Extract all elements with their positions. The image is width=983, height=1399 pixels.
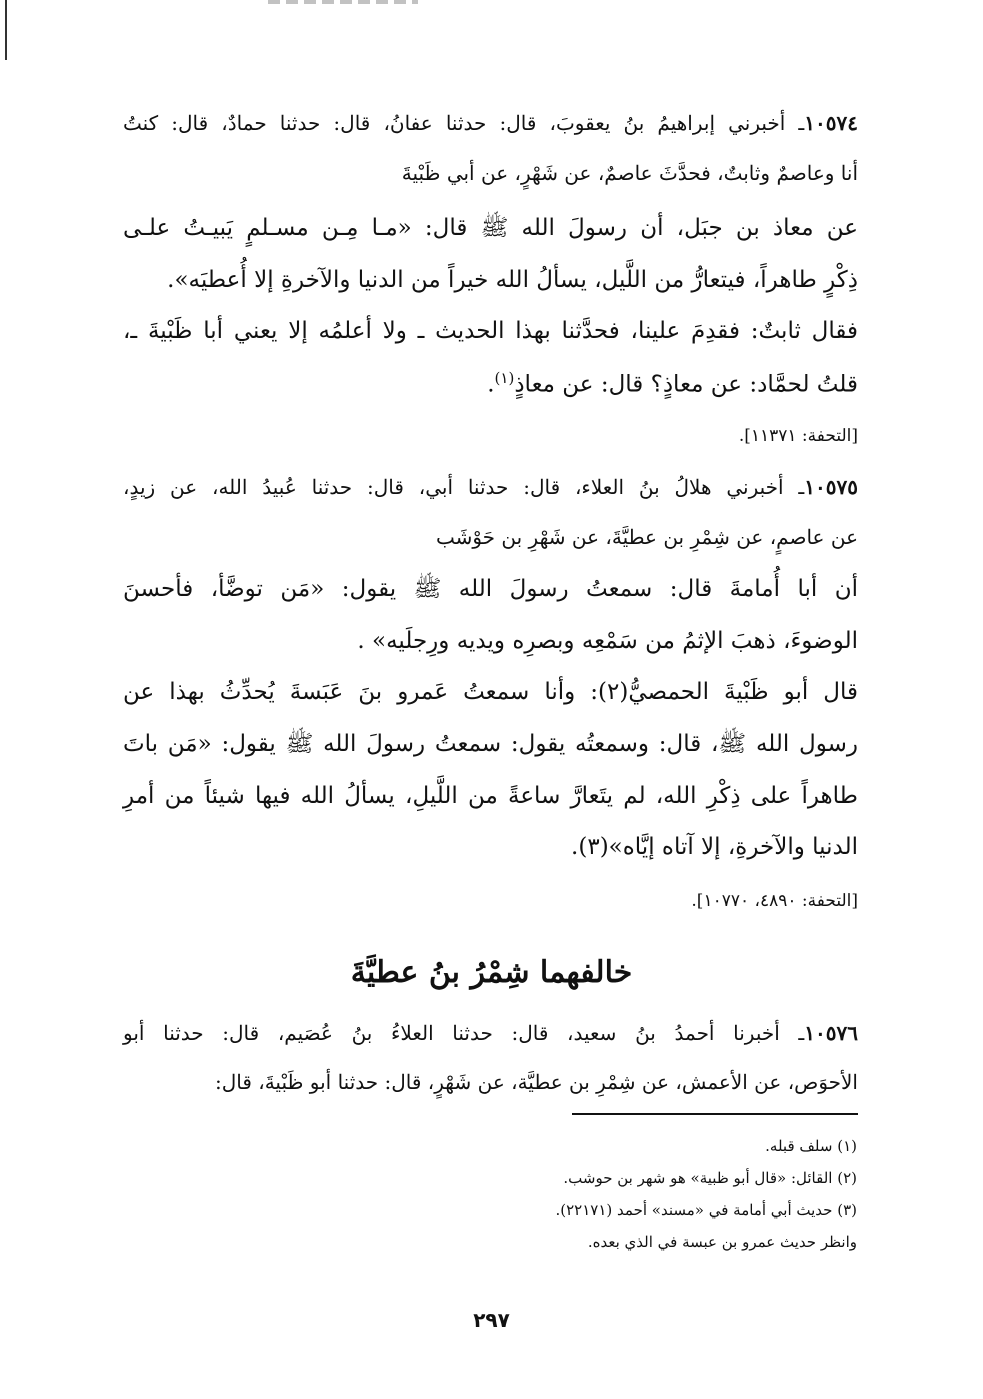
hadith-number: ١٠٥٧٥: [804, 475, 858, 499]
hadith-575-matn-line-4: رسول الله ﷺ، قال: وسمعتُه يقول: سمعتُ رسولَ الله ﷺ يقول: «مَن باتَ: [123, 731, 858, 757]
footnote-3: (٣) حديث أبي أمامة في «مسند» أحمد (٢٢١٧١).: [555, 1201, 857, 1219]
section-heading: خالفهما شِمْرُ بنُ عطيَّةَ: [350, 955, 633, 990]
hadith-575-matn-line-5: طاهراً على ذِكْرِ الله، لم يتَعارَّ ساعةً من اللَّيلِ، يسألُ الله فيها شيئاً من أمرِ: [123, 783, 858, 809]
page-number: ٢٩٧: [473, 1308, 510, 1332]
hadith-574-matn-line-3: فقال ثابتٌ: فقدِمَ علينا، فحدَّثنا بهذا الحديث ـ ولا أعلمُه إلا يعني أبا ظَبْيةَ ـ،: [123, 318, 858, 344]
hadith-575-matn-line-2: الوضوءَ، ذهبَ الإثمُ من سَمْعِه وبصرِه ويديه ورِجلَيه» .: [357, 628, 858, 654]
hadith-576-isnad-line-2: الأحوَص، عن الأعمش، عن شِمْرِ بن عطيَّة، عن شَهْرٍ، قال: حدثنا أبو ظَبْيةَ، قال:: [214, 1070, 858, 1094]
hadith-574-matn-line-2: ذِكْرٍ طاهراً، فيتعارُّ من اللَّيل، يسألُ الله خيراً من الدنيا والآخرةِ إلا أُعطيَه».: [167, 267, 858, 293]
isnad-text: ـ أخبرنا أحمدُ بنُ سعيد، قال: حدثنا العلاءُ بنُ عُصَيم، قال: حدثنا أبو: [123, 1021, 805, 1045]
hadith-575-matn-line-1: أن أبا أُمامةَ قال: سمعتُ رسولَ الله ﷺ يقول: «مَن توضَّأ، فأحسنَ: [123, 576, 858, 602]
matn-text: قلتُ لحمَّاد: عن معاذٍ؟ قال: عن معاذٍ: [514, 371, 858, 398]
tuhfa-reference: [التحفة: ١١٣٧١].: [738, 426, 858, 446]
hadith-574-matn-line-1: عن معاذ بن جبَل، أن رسولَ الله ﷺ قال: «مـا مِـن مسـلمٍ يَبيـتُ علـى: [123, 215, 858, 241]
tuhfa-reference: [التحفة: ٤٨٩٠، ١٠٧٧٠].: [691, 891, 858, 911]
footnote-3-continuation: وانظر حديث عمرو بن عبسة في الذي بعده.: [587, 1233, 857, 1251]
margin-rule: [5, 0, 7, 60]
hadith-575-isnad-line-1: [123, 477, 858, 497]
hadith-574-isnad-line-2: أنا وعاصمٌ وثابتٌ، فحدَّثَ عاصمٌ، عن شَهْرٍ، عن أبي ظَبْيةَ: [401, 161, 858, 185]
hadith-576-isnad-line-1: [123, 1023, 858, 1043]
hadith-574-matn-line-4: [123, 371, 858, 397]
isnad-text: ـ أخبرني هلالُ بنُ العلاء، قال: حدثنا أبي، قال: حدثنا عُبيدُ الله، عن زيدٍ،: [123, 475, 805, 499]
hadith-574-isnad-line-1: [123, 113, 858, 133]
footnote-ref: (١): [494, 369, 515, 387]
hadith-575-matn-line-6: الدنيا والآخرةِ، إلا آتاه إيَّاه»(٣).: [571, 834, 858, 860]
matn-end: .: [487, 371, 495, 398]
footnote-1: (١) سلف قبله.: [765, 1137, 857, 1155]
hadith-number: ١٠٥٧٦: [804, 1021, 858, 1045]
header-mark: [268, 0, 418, 4]
footnote-2: (٢) القائل: «قال أبو ظبية» هو شهر بن حوشب.: [563, 1169, 857, 1187]
hadith-number: ١٠٥٧٤: [804, 111, 858, 135]
hadith-575-isnad-line-2: عن عاصمٍ، عن شِمْرِ بن عطيَّةَ، عن شَهْرِ بن حَوْشَب: [435, 525, 858, 549]
footnote-divider: [572, 1113, 858, 1115]
isnad-text: ـ أخبرني إبراهيمُ بنُ يعقوبَ، قال: حدثنا عفانُ، قال: حدثنا حمادٌ، قال: كنتُ: [123, 111, 805, 135]
hadith-575-matn-line-3: قال أبو ظَبْيةَ الحمصيُّ(٢): وأنا سمعتُ عَمرو بنَ عَبَسةَ يُحدِّثُ بهذا عن: [123, 679, 858, 705]
